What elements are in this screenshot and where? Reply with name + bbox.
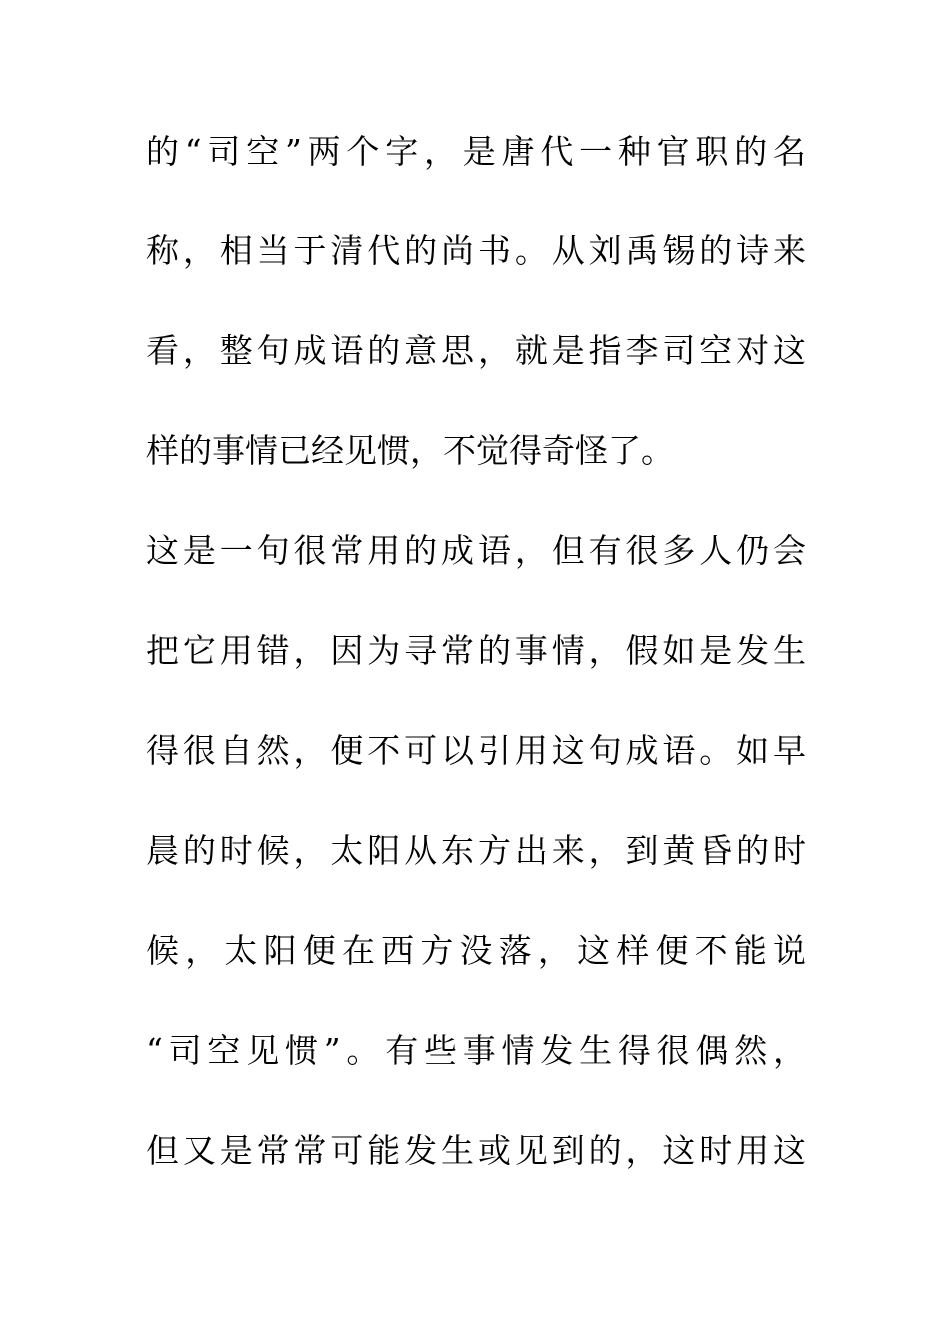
text-line: 看，整句成语的意思，就是指李司空对这: [146, 331, 806, 370]
text-line: 的“司空”两个字，是唐代一种官职的名: [146, 132, 806, 171]
text-line: 称，相当于清代的尚书。从刘禹锡的诗来: [146, 231, 806, 270]
text-line: 得很自然，便不可以引用这句成语。如早: [146, 731, 806, 770]
text-line: 把它用错，因为寻常的事情，假如是发生: [146, 631, 806, 670]
text-line: 晨的时候，太阳从东方出来，到黄昏的时: [146, 831, 806, 870]
text-line: 但又是常常可能发生或见到的，这时用这: [146, 1131, 806, 1170]
text-line: 候，太阳便在西方没落，这样便不能说: [146, 931, 806, 970]
text-line: “司空见惯”。有些事情发生得很偶然，: [146, 1031, 806, 1070]
text-line: 这是一句很常用的成语，但有很多人仍会: [146, 531, 806, 570]
text-line: 样的事情已经见惯，不觉得奇怪了。: [146, 431, 674, 470]
